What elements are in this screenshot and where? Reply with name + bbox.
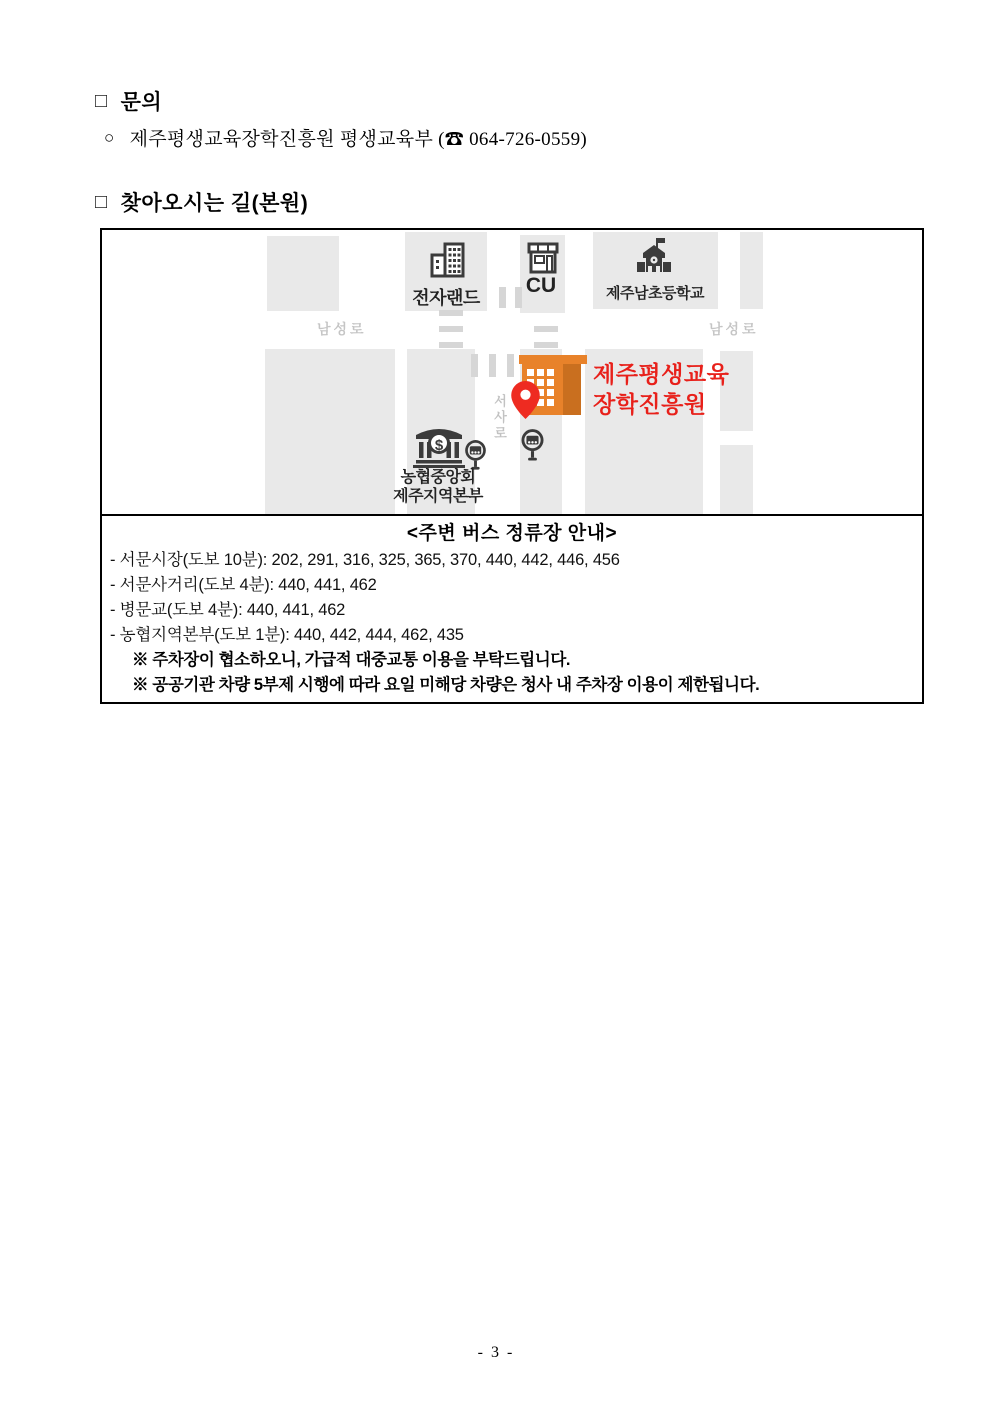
- bus-stop-icon: [463, 439, 488, 470]
- square-bullet-icon: □: [95, 89, 108, 112]
- cu-label: CU: [525, 274, 557, 297]
- road-label-seosaro: 서사로: [492, 394, 507, 442]
- page-number: - 3 -: [477, 1344, 515, 1361]
- map-canvas: [257, 230, 763, 514]
- hq-building-icon: [519, 355, 587, 364]
- inquiry-item-text: 제주평생교육장학진흥원 평생교육부 (☎ 064-726-0559): [129, 129, 588, 150]
- section-title-directions: 찾아오시는 길(본원): [120, 192, 309, 215]
- bus-note: ※ 주차장이 협소하오니, 가급적 대중교통 이용을 부탁드립니다.: [132, 651, 571, 669]
- crosswalk-mark: [439, 310, 463, 316]
- office-building-icon: [425, 238, 469, 282]
- map-pin-icon: [511, 381, 540, 419]
- bus-line: - 농협지역본부(도보 1분): 440, 442, 444, 462, 435: [110, 626, 464, 644]
- bus-line: - 서문시장(도보 10분): 202, 291, 316, 325, 365, 370, 440, 442, 446, 456: [110, 551, 620, 569]
- bus-line: - 병문교(도보 4분): 440, 441, 462: [110, 601, 346, 619]
- bus-note: ※ 공공기관 차량 5부제 시행에 따라 요일 미해당 차량은 청사 내 주차장 이용이 제한됩니다.: [132, 676, 760, 694]
- nh-label-line2: 제주지역본부: [393, 487, 483, 505]
- crosswalk-mark: [439, 326, 463, 332]
- road-label-namseongro-right: 남성로: [709, 321, 759, 337]
- crosswalk-mark: [499, 287, 506, 308]
- school-icon: [631, 236, 677, 280]
- map-block: [267, 236, 339, 311]
- nh-label-line1: 농협중앙회: [400, 469, 476, 486]
- hq-building-icon: [563, 364, 581, 415]
- crosswalk-mark: [439, 342, 463, 348]
- school-label: 제주남초등학교: [606, 285, 704, 302]
- bus-stop-icon: [519, 428, 546, 461]
- nh-label: [375, 469, 501, 506]
- crosswalk-mark: [489, 354, 496, 377]
- bus-info-panel: [100, 514, 924, 704]
- crosswalk-mark: [534, 326, 558, 332]
- crosswalk-mark: [534, 342, 558, 348]
- crosswalk-mark: [471, 354, 478, 377]
- road-label-namseongro-left: 남성로: [317, 321, 367, 337]
- section-title-inquiry: 문의: [120, 91, 163, 114]
- dollar-icon: $: [428, 432, 450, 454]
- bus-info-title: <주변 버스 정류장 안내>: [406, 523, 618, 544]
- section-heading-inquiry: [95, 86, 162, 116]
- map-block: [720, 445, 753, 514]
- section-heading-directions: [95, 187, 308, 217]
- map-panel: [100, 228, 924, 516]
- convenience-store-icon: [524, 242, 562, 276]
- bank-icon: [407, 422, 471, 468]
- destination-label-line1: 제주평생교육: [593, 361, 730, 387]
- bus-line: - 서문사거리(도보 4분): 440, 441, 462: [110, 576, 377, 594]
- electroland-label: 전자랜드: [412, 288, 480, 308]
- inquiry-item: [104, 124, 587, 151]
- destination-label-line2: 장학진흥원: [593, 391, 707, 417]
- square-bullet-icon: □: [95, 190, 108, 213]
- crosswalk-mark: [507, 354, 514, 377]
- circle-bullet-icon: ○: [104, 127, 115, 147]
- map-block: [740, 232, 763, 309]
